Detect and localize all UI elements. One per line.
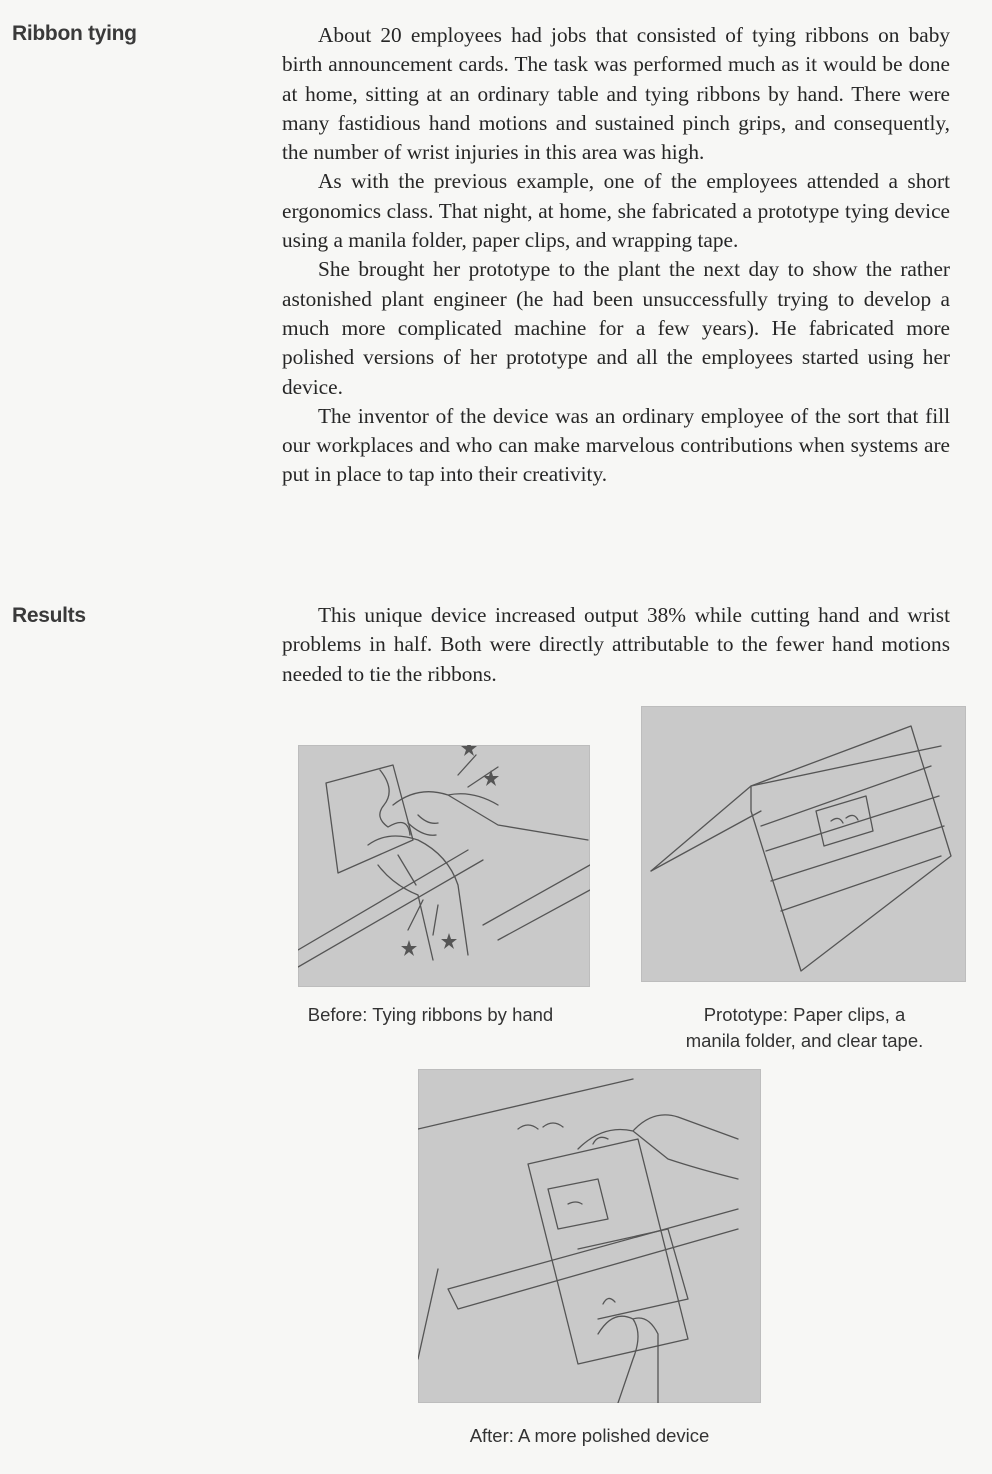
prototype-caption bbox=[652, 1002, 957, 1054]
paragraph: She brought her prototype to the plant the next day to show the rather astonished plant engineer (he had been unsuccessfully trying to develop a much more complicated machine for a few years). He fabricated more polished versions of her prototype and all the employees started using her device. bbox=[282, 257, 950, 399]
star-icon bbox=[401, 940, 417, 956]
prototype-illustration bbox=[641, 706, 966, 982]
paragraph: As with the previous example, one of the employees attended a short ergonomics class. That night, at home, she fabricated a prototype tying device using a manila folder, paper clips, and wrapping tape. bbox=[282, 169, 950, 253]
before-illustration bbox=[298, 745, 590, 987]
prototype-caption-line: Prototype: Paper clips, a bbox=[703, 1004, 906, 1025]
before-caption: Before: Tying ribbons by hand bbox=[307, 1004, 554, 1025]
after-caption: After: A more polished device bbox=[469, 1425, 710, 1446]
section-heading-results: Results bbox=[12, 604, 86, 627]
star-icon bbox=[483, 770, 499, 786]
ribbon-tying-body bbox=[282, 21, 950, 490]
star-icon bbox=[441, 933, 457, 949]
star-icon bbox=[461, 745, 477, 756]
section-heading-ribbon-tying: Ribbon tying bbox=[12, 22, 137, 45]
paragraph: The inventor of the device was an ordinary employee of the sort that fill our workplaces and who can make marvelous contributions when systems are put in place to tap into their creativity. bbox=[282, 403, 950, 487]
paragraph: This unique device increased output 38% while cutting hand and wrist problems in half. Both were directly attributable to the fewer hand motions needed to tie the ribbons. bbox=[282, 603, 950, 686]
paragraph: About 20 employees had jobs that consisted of tying ribbons on baby birth announcement cards. The task was performed much as it would be done at home, sitting at an ordinary table and tying ribbons by hand. There were many fastidious hand motions and sustained pinch grips, and consequently, the number of wrist injuries in this area was high. bbox=[282, 23, 950, 165]
prototype-caption-line: manila folder, and clear tape. bbox=[685, 1030, 924, 1051]
after-illustration bbox=[418, 1069, 761, 1403]
results-body bbox=[282, 601, 950, 689]
